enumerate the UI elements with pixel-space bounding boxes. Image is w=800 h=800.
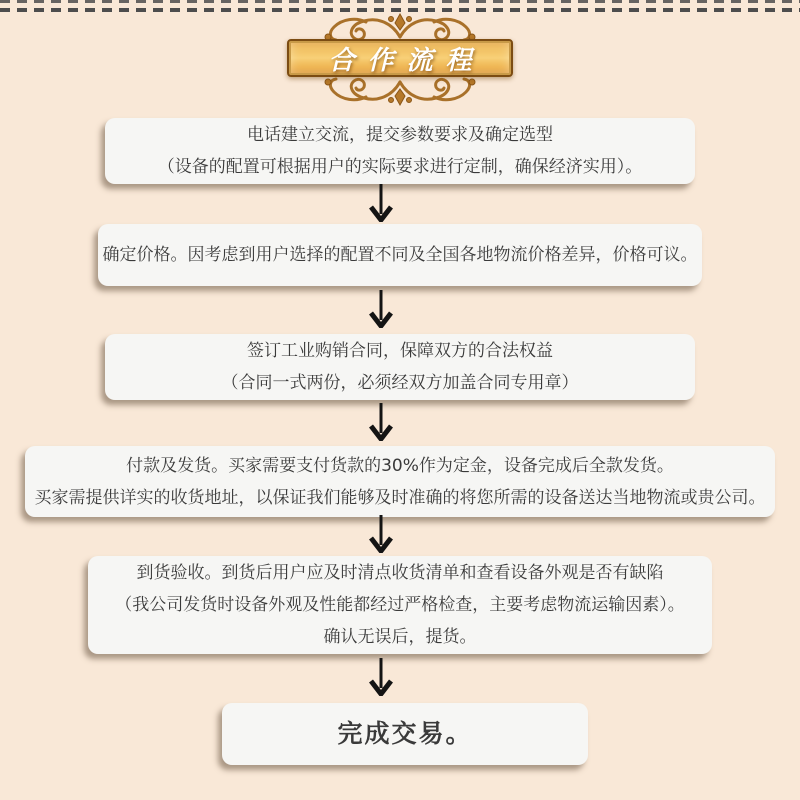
flow-step-price xyxy=(98,224,702,286)
step-text: 签订工业购销合同，保障双方的合法权益 xyxy=(247,341,553,361)
step-text: 到货验收。到货后用户应及时清点收货清单和查看设备外观是否有缺陷 xyxy=(136,563,664,583)
step-text: （合同一式两份，必须经双方加盖合同专用章） xyxy=(221,373,579,393)
step-text: 确定价格。因考虑到用户选择的配置不同及全国各地物流价格差异，价格可议。 xyxy=(102,245,698,265)
step-text: 确认无误后，提货。 xyxy=(323,627,477,647)
flow-step-contract xyxy=(105,334,695,400)
step-text: 买家需提供详实的收货地址，以保证我们能够及时准确的将您所需的设备送达当地物流或贵公司。 xyxy=(34,487,766,508)
arrow-down-icon xyxy=(368,515,394,553)
scroll-ornament-bottom-icon xyxy=(320,76,480,106)
flow-step-contact xyxy=(105,118,695,184)
flow-step-payment-shipping xyxy=(25,446,775,517)
step-text: （我公司发货时设备外观及性能都经过严格检查，主要考虑物流运输因素）。 xyxy=(115,595,685,615)
section-title: 合作流程 xyxy=(328,45,485,76)
flow-step-complete xyxy=(222,703,588,765)
section-title-plaque xyxy=(287,39,513,77)
arrow-down-icon xyxy=(368,403,394,441)
step-text: 完成交易。 xyxy=(337,719,473,748)
arrow-down-icon xyxy=(368,290,394,328)
section-header xyxy=(0,0,800,118)
arrow-down-icon xyxy=(368,184,394,222)
step-text: 电话建立交流，提交参数要求及确定选型 xyxy=(247,125,553,145)
step-text: 付款及发货。买家需要支付货款的30%作为定金，设备完成后全款发货。 xyxy=(126,455,674,476)
arrow-down-icon xyxy=(368,658,394,696)
flow-step-inspection xyxy=(88,556,712,654)
step-text: （设备的配置可根据用户的实际要求进行定制，确保经济实用）。 xyxy=(157,157,643,177)
